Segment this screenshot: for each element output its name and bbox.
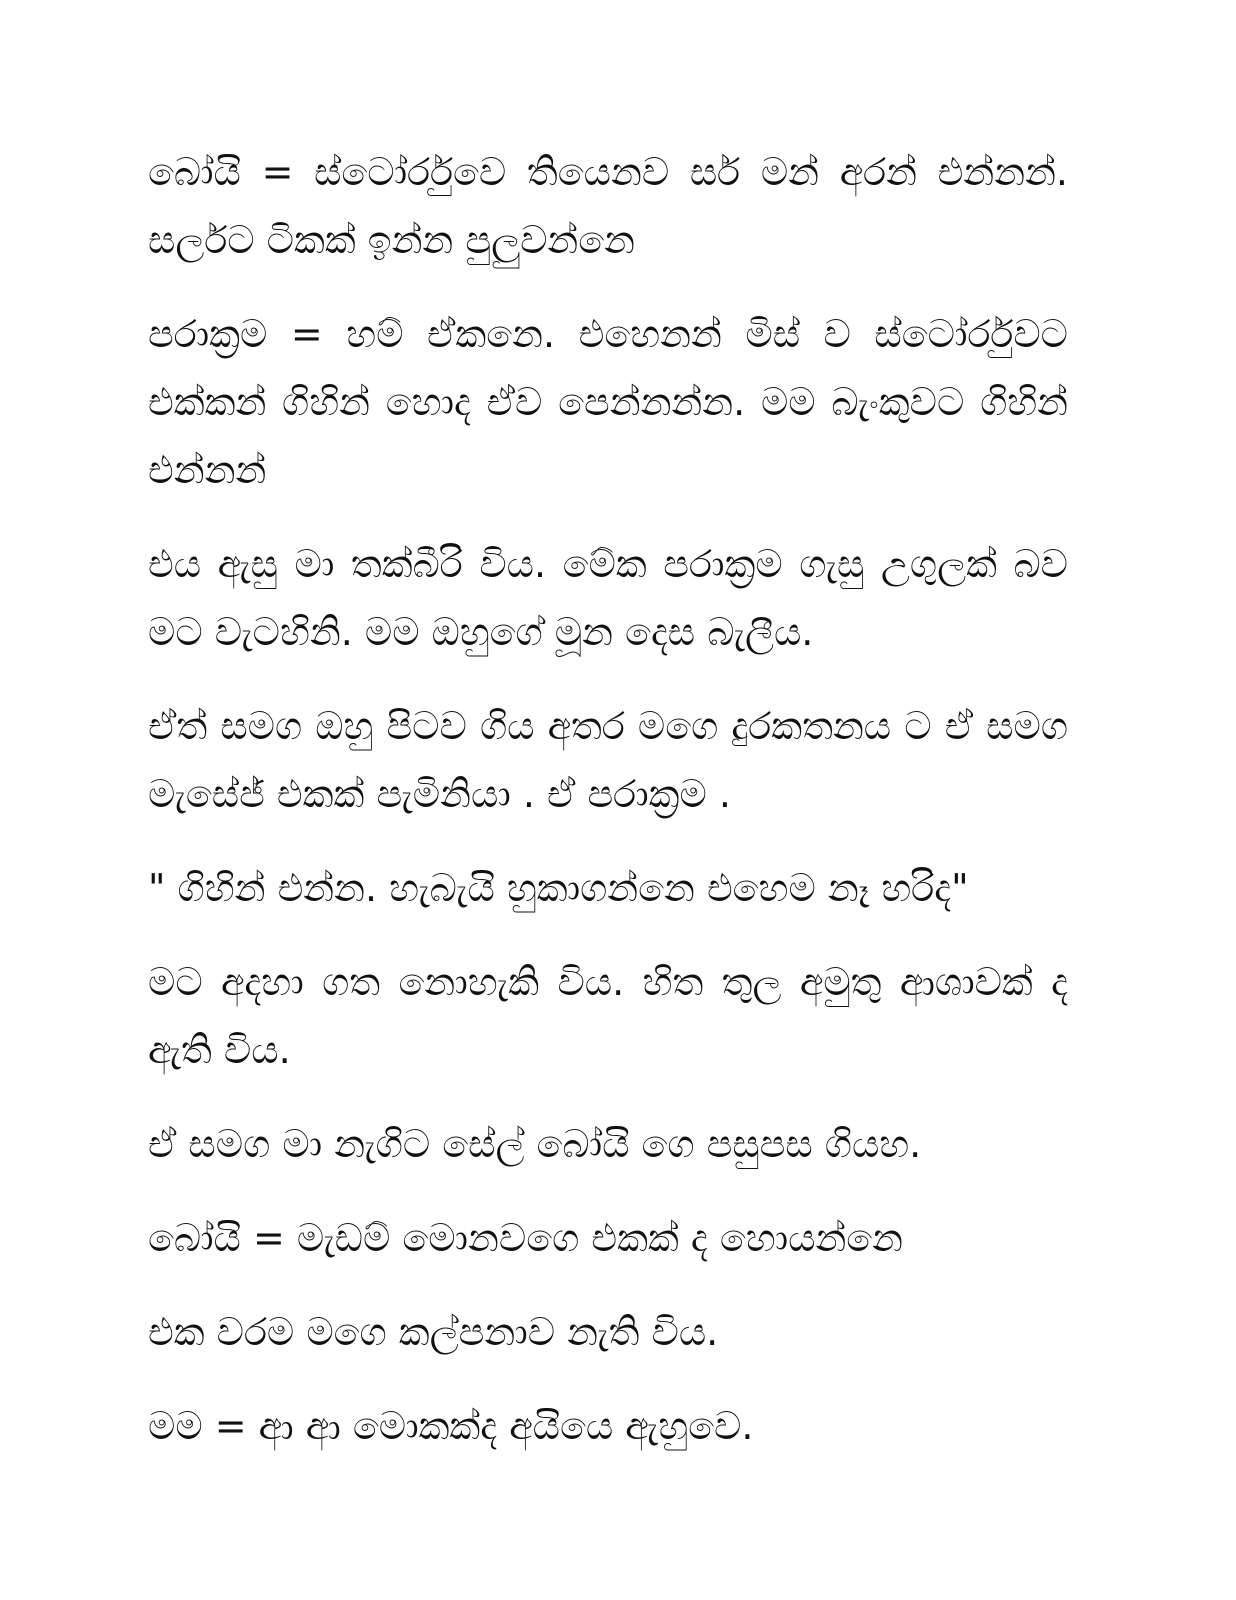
paragraph-2: පරාක්‍රම = හම් ඒකනෙ. එහෙනන් මිස් ව ස්ටෝර්රුවට එක්කන් ගිහින් හොද ඒව පෙන්නන්න. මම බැංකුවට ගිහින් එන්නන් bbox=[148, 312, 1068, 492]
paragraph-7: ඒ සමග මා නැගිට සේල් බෝයි ගෙ පසුපස ගියහ. bbox=[148, 1122, 922, 1166]
paragraph-6: මට අදහා ගත නොහැකි විය. හිත තුල අමුතු ආශාවක් ද ඇති විය. bbox=[148, 960, 1068, 1072]
paragraph-5: " ගිහින් එන්න. හැබැයි හුකාගන්නෙ එහෙම නෑ හරිද" bbox=[148, 866, 969, 910]
paragraph-1: බෝයි = ස්ටෝර්රුවෙ තියෙනව සර් මන් අරන් එන්නන්. සර්ලට ටිකක් ඉන්න පුලුවන්නෙ bbox=[148, 150, 1068, 262]
paragraph-4: ඒත් සමග ඔහු පිටව ගිය අතර මගෙ දුරකතනය ට ඒ සමග මැසේජ් එකක් පැමිනියා . ඒ පරාක්‍රම . bbox=[148, 704, 1068, 816]
page-body bbox=[148, 138, 1068, 1486]
paragraph-10: මම = ආ ආ මොකක්ද අයියෙ ඇහුවෙ. bbox=[148, 1404, 754, 1448]
paragraph-3: එය ඇසු මා තක්බීරි විය. මේක පරාක්‍රම ගැසු උගුලක් බව මට වැටහිනි. මම ඔහුගේ මූන දෙස බැලීය. bbox=[148, 542, 1068, 654]
paragraph-9: එක වරම මගෙ කල්පනාව නැති විය. bbox=[148, 1310, 719, 1354]
paragraph-8: බෝයි = මැඩම් මොනවගෙ එකක් ද හොයන්නෙ bbox=[148, 1216, 904, 1260]
